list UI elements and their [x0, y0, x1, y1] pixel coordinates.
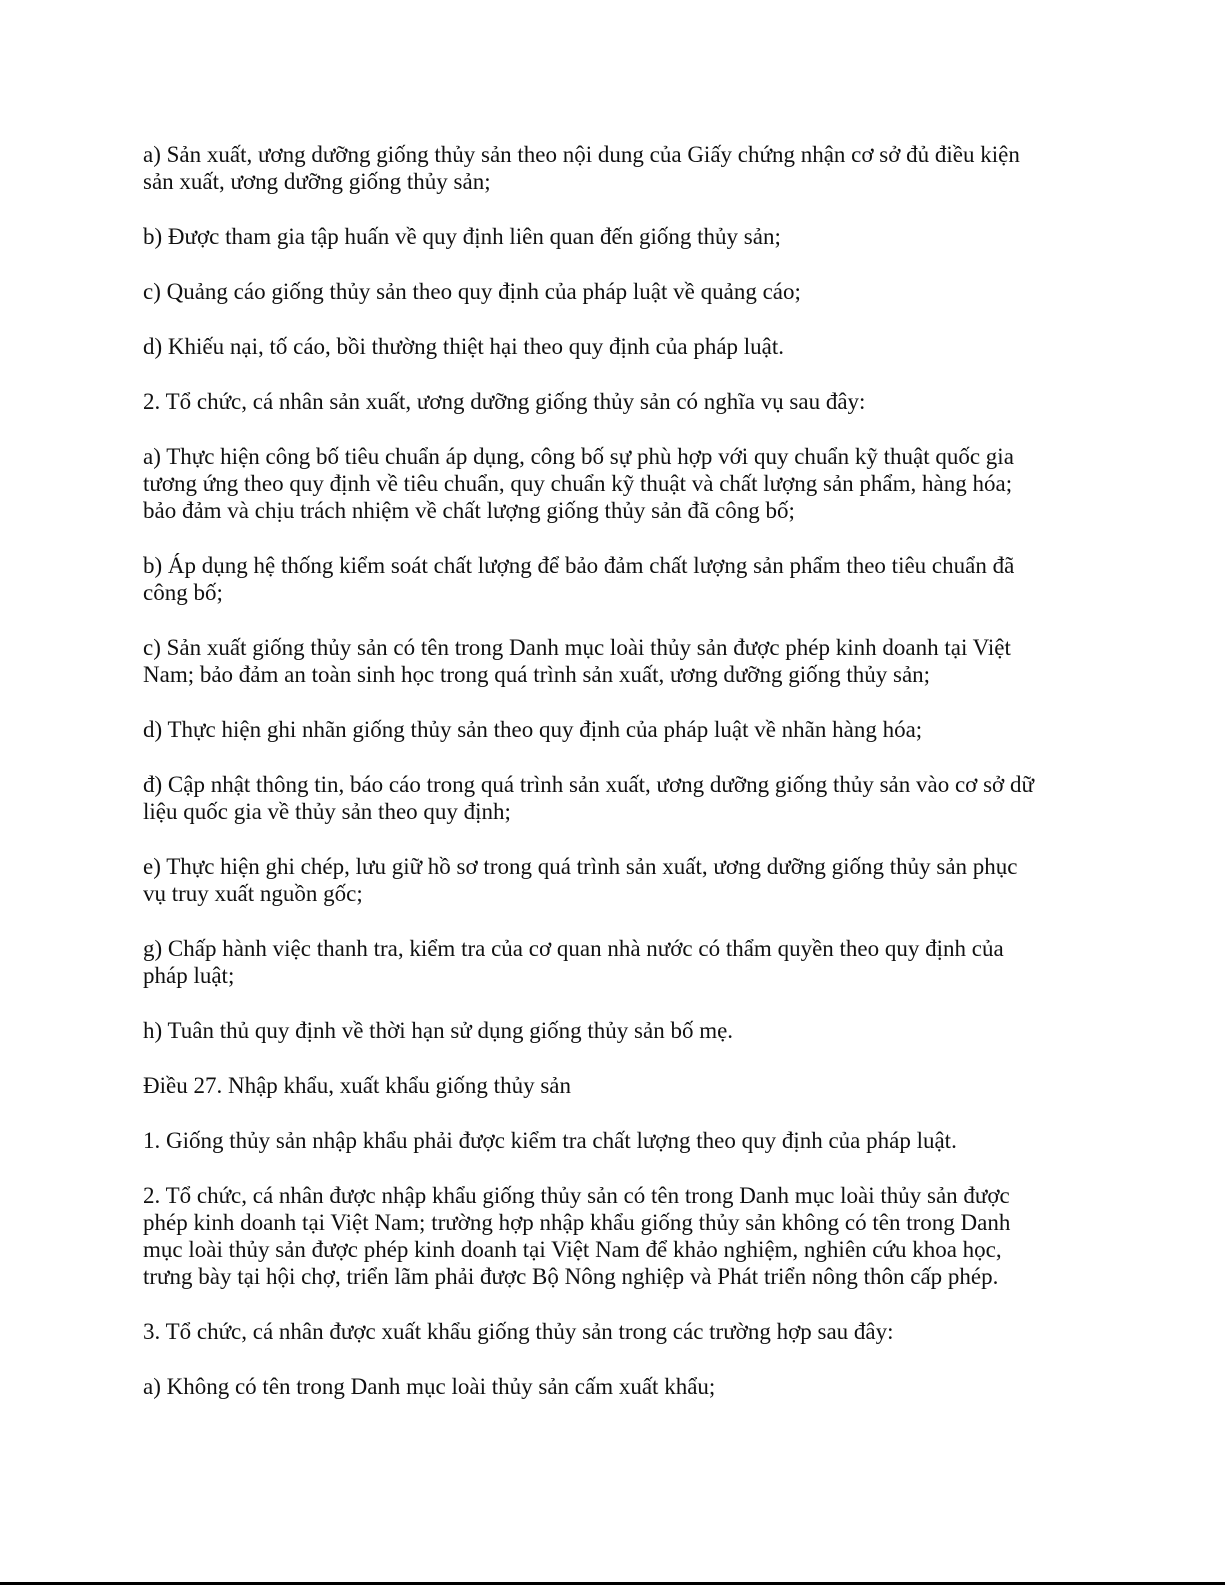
document-paragraph [143, 634, 1088, 688]
document-paragraph [143, 278, 1088, 305]
paragraph-line: Nam; bảo đảm an toàn sinh học trong quá trình sản xuất, ương dưỡng giống thủy sản; [143, 662, 931, 687]
paragraph-line: a) Thực hiện công bố tiêu chuẩn áp dụng, công bố sự phù hợp với quy chuẩn kỹ thuật quốc gia [143, 444, 1014, 469]
document-paragraph [143, 1072, 1088, 1099]
document-paragraph [143, 935, 1088, 989]
paragraph-line: trưng bày tại hội chợ, triển lãm phải được Bộ Nông nghiệp và Phát triển nông thôn cấp phép. [143, 1264, 999, 1289]
paragraph-line: công bố; [143, 580, 223, 605]
paragraph-line: sản xuất, ương dưỡng giống thủy sản; [143, 169, 491, 194]
paragraph-line: đ) Cập nhật thông tin, báo cáo trong quá trình sản xuất, ương dưỡng giống thủy sản vào cơ sở dữ [143, 772, 1034, 797]
paragraph-line: bảo đảm và chịu trách nhiệm về chất lượng giống thủy sản đã công bố; [143, 498, 795, 523]
paragraph-line: b) Được tham gia tập huấn về quy định liên quan đến giống thủy sản; [143, 224, 781, 249]
document-paragraph [143, 388, 1088, 415]
paragraph-line: d) Thực hiện ghi nhãn giống thủy sản theo quy định của pháp luật về nhãn hàng hóa; [143, 717, 923, 742]
paragraph-line: b) Áp dụng hệ thống kiểm soát chất lượng để bảo đảm chất lượng sản phẩm theo tiêu chuẩn đã [143, 553, 1015, 578]
paragraph-line: a) Không có tên trong Danh mục loài thủy sản cấm xuất khẩu; [143, 1374, 716, 1399]
document-paragraph [143, 1127, 1088, 1154]
paragraph-line: h) Tuân thủ quy định về thời hạn sử dụng giống thủy sản bố mẹ. [143, 1018, 734, 1043]
document-paragraph [143, 223, 1088, 250]
document-paragraph [143, 141, 1088, 195]
document-paragraph [143, 443, 1088, 524]
paragraph-line: liệu quốc gia về thủy sản theo quy định; [143, 799, 511, 824]
paragraph-line: pháp luật; [143, 963, 235, 988]
paragraph-line: c) Sản xuất giống thủy sản có tên trong Danh mục loài thủy sản được phép kinh doanh tại Việt [143, 635, 1011, 660]
paragraph-line: g) Chấp hành việc thanh tra, kiểm tra của cơ quan nhà nước có thẩm quyền theo quy định của [143, 936, 1004, 961]
document-paragraph [143, 1373, 1088, 1400]
document-paragraph [143, 333, 1088, 360]
paragraph-line: vụ truy xuất nguồn gốc; [143, 881, 363, 906]
paragraph-line: Điều 27. Nhập khẩu, xuất khẩu giống thủy sản [143, 1073, 571, 1098]
document-paragraph [143, 1017, 1088, 1044]
paragraph-line: 2. Tổ chức, cá nhân sản xuất, ương dưỡng giống thủy sản có nghĩa vụ sau đây: [143, 389, 866, 414]
document-paragraph [143, 1182, 1088, 1290]
paragraph-line: a) Sản xuất, ương dưỡng giống thủy sản theo nội dung của Giấy chứng nhận cơ sở đủ điều kiện [143, 142, 1020, 167]
paragraph-line: 1. Giống thủy sản nhập khẩu phải được kiểm tra chất lượng theo quy định của pháp luật. [143, 1128, 957, 1153]
document-paragraph [143, 771, 1088, 825]
paragraph-line: d) Khiếu nại, tố cáo, bồi thường thiệt hại theo quy định của pháp luật. [143, 334, 785, 359]
paragraph-line: mục loài thủy sản được phép kinh doanh tại Việt Nam để khảo nghiệm, nghiên cứu khoa học, [143, 1237, 1002, 1262]
document-paragraph [143, 552, 1088, 606]
document-paragraph [143, 716, 1088, 743]
paragraph-line: e) Thực hiện ghi chép, lưu giữ hồ sơ trong quá trình sản xuất, ương dưỡng giống thủy sản phục [143, 854, 1018, 879]
document-paragraph [143, 853, 1088, 907]
paragraph-line: c) Quảng cáo giống thủy sản theo quy định của pháp luật về quảng cáo; [143, 279, 801, 304]
document-body [143, 141, 1088, 1428]
paragraph-line: tương ứng theo quy định về tiêu chuẩn, quy chuẩn kỹ thuật và chất lượng sản phẩm, hàng hóa; [143, 471, 1013, 496]
paragraph-line: phép kinh doanh tại Việt Nam; trường hợp nhập khẩu giống thủy sản không có tên trong Danh [143, 1210, 1011, 1235]
paragraph-line: 2. Tổ chức, cá nhân được nhập khẩu giống thủy sản có tên trong Danh mục loài thủy sản được [143, 1183, 1010, 1208]
document-paragraph [143, 1318, 1088, 1345]
paragraph-line: 3. Tổ chức, cá nhân được xuất khẩu giống thủy sản trong các trường hợp sau đây: [143, 1319, 894, 1344]
